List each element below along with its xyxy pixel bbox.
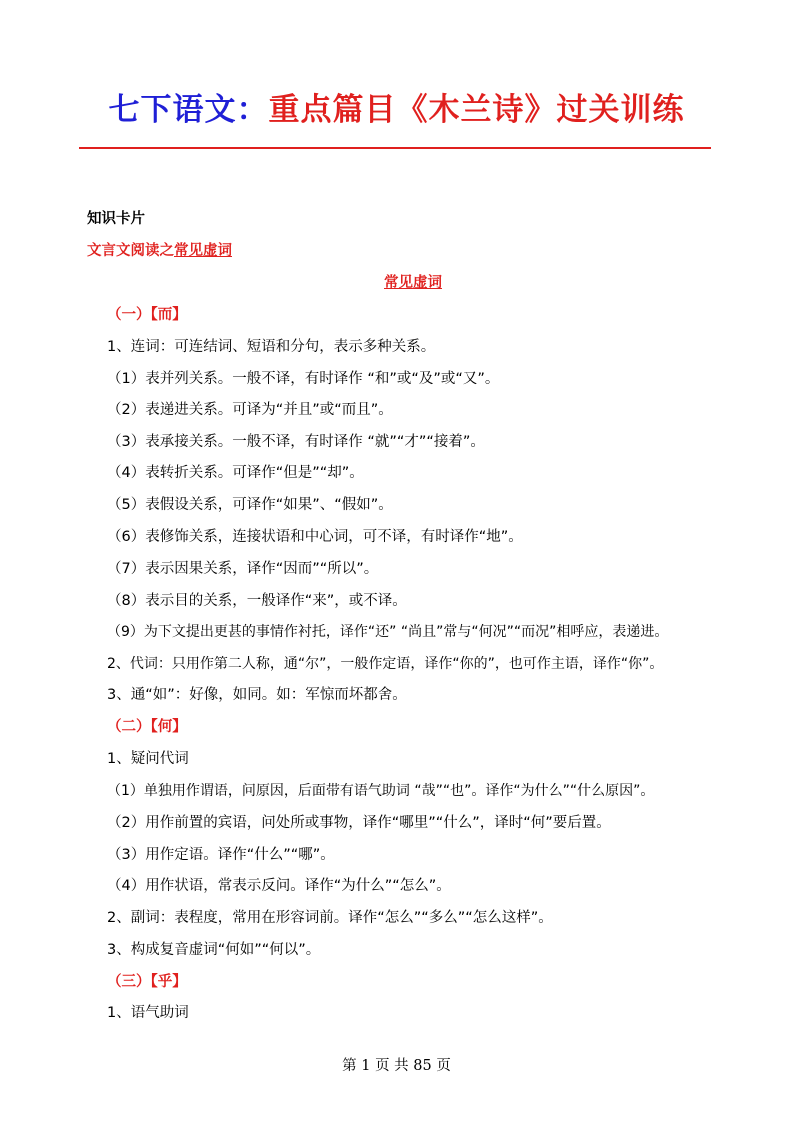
- he-line-7: 3、构成复音虚词“何如”“何以”。: [107, 942, 321, 958]
- block-he-heading: （二）【何】: [107, 719, 187, 735]
- block-hu-heading: （三）【乎】: [107, 974, 187, 990]
- er-line-9: （8）表示目的关系，一般译作“来”，或不译。: [107, 593, 407, 609]
- page-title: [0, 84, 793, 129]
- subhead-prefix: 文言文阅读之: [87, 243, 174, 259]
- er-line-1: 1、连词：可连结词、短语和分句，表示多种关系。: [107, 339, 436, 355]
- section-subhead: [87, 241, 232, 261]
- he-line-5: （4）用作状语，常表示反问。译作“为什么”“怎么”。: [107, 878, 451, 894]
- er-line-12: 3、通“如”：好像，如同。如：军惊而坏都舍。: [107, 687, 407, 703]
- page-footer: 第 1 页 共 85 页: [342, 1058, 451, 1074]
- block-er-heading: （一）【而】: [107, 307, 187, 323]
- section-label: 知识卡片: [87, 211, 145, 227]
- er-line-5: （4）表转折关系。可译作“但是”“却”。: [107, 465, 364, 481]
- he-line-2: （1）单独用作谓语，问原因，后面带有语气助词 “哉”“也”。译作“为什么”“什么原因”。: [107, 783, 655, 799]
- er-line-3: （2）表递进关系。可译为“并且”或“而且”。: [107, 402, 393, 418]
- title-main: 重点篇目《木兰诗》过关训练: [268, 92, 685, 128]
- er-line-7: （6）表修饰关系，连接状语和中心词，可不译，有时译作“地”。: [107, 529, 523, 545]
- title-divider: [79, 147, 711, 149]
- er-line-4: （3）表承接关系。一般不译，有时译作 “就”“才”“接着”。: [107, 434, 485, 450]
- he-line-4: （3）用作定语。译作“什么”“哪”。: [107, 847, 335, 863]
- he-line-6: 2、副词：表程度，常用在形容词前。译作“怎么”“多么”“怎么这样”。: [107, 910, 553, 926]
- title-prefix: 七下语文：: [108, 92, 269, 128]
- he-line-1: 1、疑问代词: [107, 751, 189, 767]
- er-line-8: （7）表示因果关系，译作“因而”“所以”。: [107, 561, 379, 577]
- center-title: 常见虚词: [384, 275, 442, 291]
- er-line-2: （1）表并列关系。一般不译，有时译作 “和”或“及”或“又”。: [107, 371, 500, 387]
- er-line-11: 2、代词：只用作第二人称，通“尔”，一般作定语，译作“你的”，也可作主语，译作“你”。: [107, 656, 664, 672]
- er-line-6: （5）表假设关系，可译作“如果”、“假如”。: [107, 497, 393, 513]
- er-line-10: （9）为下文提出更甚的事情作衬托，译作“还” “尚且”常与“何况”“而况”相呼应，表递进。: [107, 624, 669, 640]
- hu-line-1: 1、语气助词: [107, 1005, 189, 1021]
- subhead-link[interactable]: 常见虚词: [174, 243, 232, 259]
- he-line-3: （2）用作前置的宾语，问处所或事物，译作“哪里”“什么”，译时“何”要后置。: [107, 815, 611, 831]
